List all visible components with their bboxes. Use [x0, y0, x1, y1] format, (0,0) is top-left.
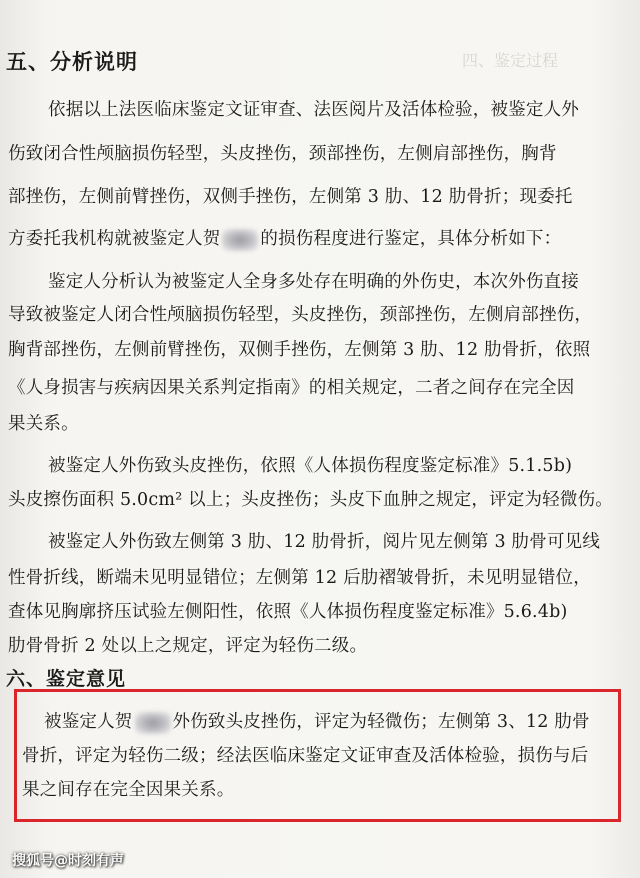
- paragraph-line: 鉴定人分析认为被鉴定人全身多处存在明确的外伤史，本次外伤直接: [48, 272, 579, 292]
- paragraph-line-end: 的损伤程度进行鉴定，具体分析如下：: [260, 229, 562, 249]
- source-watermark: 搜狐号@时刻有声: [12, 853, 124, 869]
- paragraph-line: 肋骨骨折 2 处以上之规定，评定为轻伤二级。: [8, 636, 368, 656]
- paragraph-line: 查体见胸廓挤压试验左侧阳性，依照《人体损伤程度鉴定标准》5.6.4b): [8, 602, 568, 622]
- paragraph-line: [8, 225, 561, 251]
- paragraph-line-start: 方委托我机构就被鉴定人贺: [8, 229, 221, 249]
- paragraph-line: 导致被鉴定人闭合性颅脑损伤轻型，头皮挫伤，颈部挫伤，左侧肩部挫伤，: [8, 305, 593, 325]
- section-5-heading: 五、分析说明: [6, 49, 138, 74]
- paragraph-line: 性骨折线，断端未见明显错位；左侧第 12 后肋褶皱骨折，未见明显错位，: [8, 568, 591, 588]
- paragraph-line: 果关系。: [8, 414, 79, 434]
- opinion-line: 骨折，评定为轻伤二级；经法医临床鉴定文证审查及活体检验，损伤与后: [22, 746, 589, 766]
- paragraph-line: 胸背部挫伤，左侧前臂挫伤，双侧手挫伤，左侧第 3 肋、12 肋骨折，依照: [8, 340, 591, 360]
- opinion-line: 果之间存在完全因果关系。: [22, 780, 235, 800]
- paragraph-line: 头皮擦伤面积 5.0cm² 以上；头皮挫伤；头皮下血肿之规定，评定为轻微伤。: [8, 490, 613, 510]
- redacted-name-blur: [135, 712, 171, 734]
- paragraph-line: 《人身损害与疾病因果关系判定指南》的相关规定，二者之间存在完全因: [8, 378, 575, 398]
- section-6-heading: 六、鉴定意见: [6, 668, 127, 690]
- opinion-line-start: 被鉴定人贺: [44, 712, 133, 732]
- paragraph-line: 伤致闭合性颅脑损伤轻型，头皮挫伤，颈部挫伤，左侧肩部挫伤，胸背: [8, 144, 557, 164]
- paragraph-line: 被鉴定人外伤致头皮挫伤，依照《人体损伤程度鉴定标准》5.1.5b): [48, 456, 573, 476]
- opinion-line-end: 外伤致头皮挫伤，评定为轻微伤；左侧第 3、12 肋骨: [172, 712, 590, 732]
- paragraph-line: 依据以上法医临床鉴定文证审查、法医阅片及活体检验，被鉴定人外: [48, 100, 579, 120]
- opinion-line: [44, 708, 590, 734]
- paragraph-line: 部挫伤，左侧前臂挫伤，双侧手挫伤，左侧第 3 肋、12 肋骨折；现委托: [8, 187, 573, 207]
- redacted-name-blur: [222, 229, 258, 251]
- bleed-through-text: 四、鉴定过程: [462, 51, 559, 70]
- paragraph-line: 被鉴定人外伤致左侧第 3 肋、12 肋骨折，阅片见左侧第 3 肋骨可见线: [48, 532, 601, 552]
